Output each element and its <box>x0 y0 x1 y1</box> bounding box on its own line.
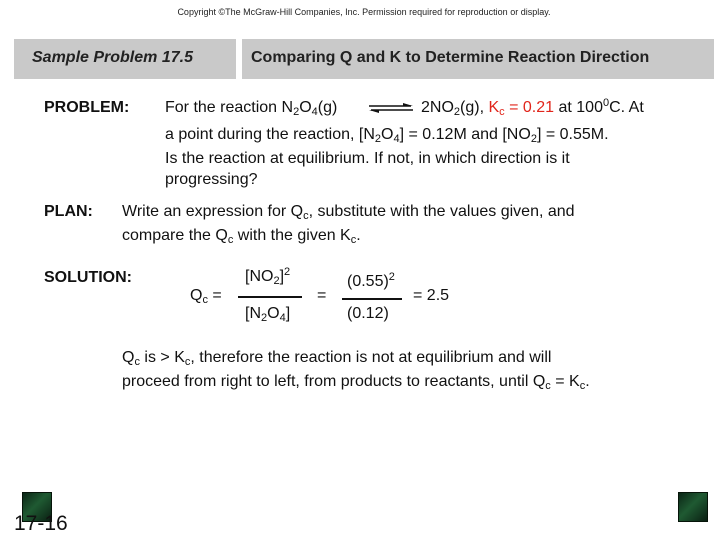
fraction1-denominator: $[N_2O_4]$ <box>245 305 291 324</box>
fraction1-numerator: $[NO_2]^2$ <box>245 266 291 287</box>
problem-line-3: Is the reaction at equilibrium. If not, in which direction is it <box>165 150 570 167</box>
fraction2-numerator: $(0.55)^2$ <box>347 271 395 290</box>
equilibrium-arrow-icon <box>367 103 415 113</box>
copyright-notice: Copyright ©The McGraw-Hill Companies, Inc. Permission required for reproduction or display. <box>177 7 551 17</box>
problem-line-4: progressing? <box>165 171 258 188</box>
decorative-square-right <box>678 492 708 522</box>
fraction1-bar <box>238 296 302 298</box>
qc-label: $Q_c$ = <box>190 287 222 306</box>
plan-line-1: Write an expression for $Q_c$, substitute with the values given, and <box>122 203 575 222</box>
problem-label: PROBLEM: <box>44 99 130 116</box>
page-title: Comparing Q and K to Determine Reaction Direction <box>251 49 650 66</box>
conclusion-line-2: proceed from right to left, from products to reactants, until $Q_c = K_c$. <box>122 373 590 392</box>
header-banner <box>14 39 714 79</box>
solution-label: SOLUTION: <box>44 269 132 286</box>
sample-problem-label: Sample Problem 17.5 <box>32 49 193 66</box>
fraction2-bar <box>342 298 402 300</box>
fraction2-denominator: (0.12) <box>347 305 389 322</box>
problem-reaction-left: For the reaction $N_2O_4(g)$ <box>165 99 338 118</box>
plan-line-2: compare the $Q_c$ with the given $K_c$. <box>122 227 361 246</box>
qc-result: = 2.5 <box>413 287 450 304</box>
kc-value: $K_c = 0.21$ <box>488 99 555 118</box>
page-number: 17-16 <box>14 512 68 535</box>
conclusion-line-1: $Q_c$ is > $K_c$, therefore the reaction is not at equilibrium and will <box>122 349 552 368</box>
plan-label: PLAN: <box>44 203 93 220</box>
problem-line-2: a point during the reaction, $[N_2O_4] = 0.12M$ and $[NO_2] = 0.55M$. <box>165 126 609 145</box>
equals-sign: = <box>317 287 327 304</box>
header-separator <box>236 39 242 79</box>
problem-reaction-right: $2NO_2(g)$, $K_c = 0.21$ at $100^0C$. At <box>421 97 644 118</box>
